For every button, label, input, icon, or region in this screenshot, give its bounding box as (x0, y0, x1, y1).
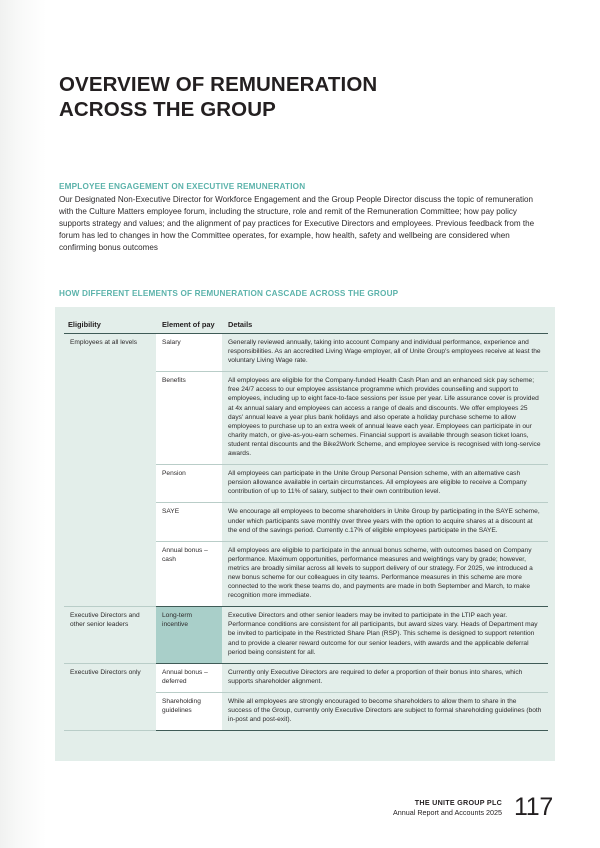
table-header (64, 320, 548, 334)
cell-eligibility: Executive Directors only (64, 663, 156, 730)
cell-element-of-pay: SAYE (156, 503, 222, 541)
cell-element-of-pay: Annual bonus – deferred (156, 663, 222, 692)
cell-details: Currently only Executive Directors are required to defer a proportion of their bonus into shares, which supports shareholder alignment. (222, 663, 548, 692)
employee-engagement-body: Our Designated Non-Executive Director for Workforce Engagement and the Group People Director discuss the topic of remuneration with the Culture Matters employee forum, including the structure, role and remit of the Remuneration Committee; how pay policy supports strategy and values; and the alignment of pay practices for Executive Directors and employees. Previous feedback from the forum has led to changes in how the Committee operates, for example, how health, safety and wellbeing are considered when confirming bonus outcomes (59, 195, 535, 253)
footer-text-block (393, 798, 502, 818)
cell-element-of-pay: Salary (156, 334, 222, 372)
employee-engagement-heading: EMPLOYEE ENGAGEMENT ON EXECUTIVE REMUNERATION (59, 182, 306, 191)
table-header-row (64, 320, 548, 334)
page-title-line-1: OVERVIEW OF REMUNERATION (59, 73, 378, 96)
table-bottom-spacer (55, 731, 555, 761)
footer-report-name: Annual Report and Accounts 2025 (392, 807, 503, 817)
employee-engagement-section (59, 182, 548, 254)
column-header-eligibility: Eligibility (64, 320, 156, 334)
cell-details: While all employees are strongly encouraged to become shareholders to allow them to share in the success of the Group, currently only Executive Directors are subject to formal shareholding guidelines (both in-post and post-exit). (222, 692, 548, 730)
page-title (59, 72, 539, 122)
cascade-table-container (55, 307, 555, 761)
page-footer (393, 795, 553, 820)
remuneration-cascade-table (64, 320, 548, 731)
cell-element-of-pay: Long-term incentive (156, 607, 222, 663)
cell-element-of-pay: Pension (156, 465, 222, 503)
table-body (64, 334, 548, 731)
cell-details: We encourage all employees to become shareholders in Unite Group by participating in the SAYE scheme, under which participants save monthly over three years with the option to acquire shares at a discount at the end of the savings period. Currently c.17% of eligible employees participate in the SAYE. (222, 503, 548, 541)
table-row (64, 663, 548, 692)
footer-company-name: THE UNITE GROUP PLC (414, 797, 503, 807)
cell-details: All employees are eligible for the Company-funded Health Cash Plan and an enhanced sick pay scheme; free 24/7 access to our employee assistance programme which provides counselling and support to employees, including up to eight face-to-face sessions per issue per year. Life assurance cover is provided at 4x annual salary and employees can access a range of deals and discounts. We offer employees 25 days' annual leave a year plus bank holidays and also operate a holiday purchase scheme to allow employees to purchase up to an extra week of annual leave each year. Employees can participate in our charity match, or give-as-you-earn schemes. Financial support is available through season ticket loans, student rental discounts and the Bike2Work Scheme, and employee service is recognised with long-service awards. (222, 372, 548, 465)
cell-eligibility: Executive Directors and other senior leaders (64, 607, 156, 663)
cell-element-of-pay: Benefits (156, 372, 222, 465)
column-header-details: Details (222, 320, 548, 334)
column-header-element-of-pay: Element of pay (156, 320, 222, 334)
cell-eligibility: Employees at all levels (64, 334, 156, 607)
table-row (64, 334, 548, 372)
cell-element-of-pay: Annual bonus – cash (156, 541, 222, 607)
page-fold-shading (0, 0, 46, 848)
table-row (64, 607, 548, 663)
cell-details: Executive Directors and other senior leaders may be invited to participate in the LTIP each year. Performance conditions are consistent for all participants, but award sizes vary. Heads of Department may be invited to participate in the Restricted Share Plan (RSP). This scheme is designed to support retention and to provide a clearer reward outcome for our senior leaders, with awards and the applicable deferral period being consistent for all. (222, 607, 548, 663)
page-title-line-2: ACROSS THE GROUP (59, 98, 276, 121)
page-number: 117 (514, 793, 553, 821)
cell-element-of-pay: Shareholding guidelines (156, 692, 222, 730)
cell-details: Generally reviewed annually, taking into account Company and individual performance, experience and responsibilities. As an accredited Living Wage employer, all of Unite Group's employees receive at least the voluntary Living Wage rate. (222, 334, 548, 372)
cell-details: All employees are eligible to participate in the annual bonus scheme, with outcomes based on Company performance. Maximum opportunities, performance measures and weightings vary by grade; however, metrics are broadly similar across all levels to support delivery of our strategy. For 2025, we introduced a new bonus scheme for our colleagues in city teams. Performance measures in this scheme are more connected to the work these teams do, and payments are made in both September and March, to make recognition more immediate. (222, 541, 548, 607)
cascade-table-heading: HOW DIFFERENT ELEMENTS OF REMUNERATION CASCADE ACROSS THE GROUP (59, 289, 399, 298)
page-title-block (59, 72, 539, 122)
cell-details: All employees can participate in the Unite Group Personal Pension scheme, with an alternative cash pension allowance available in certain circumstances. All employees are eligible to receive a Company contribution of up to 11% of salary, subject to their own contribution level. (222, 465, 548, 503)
